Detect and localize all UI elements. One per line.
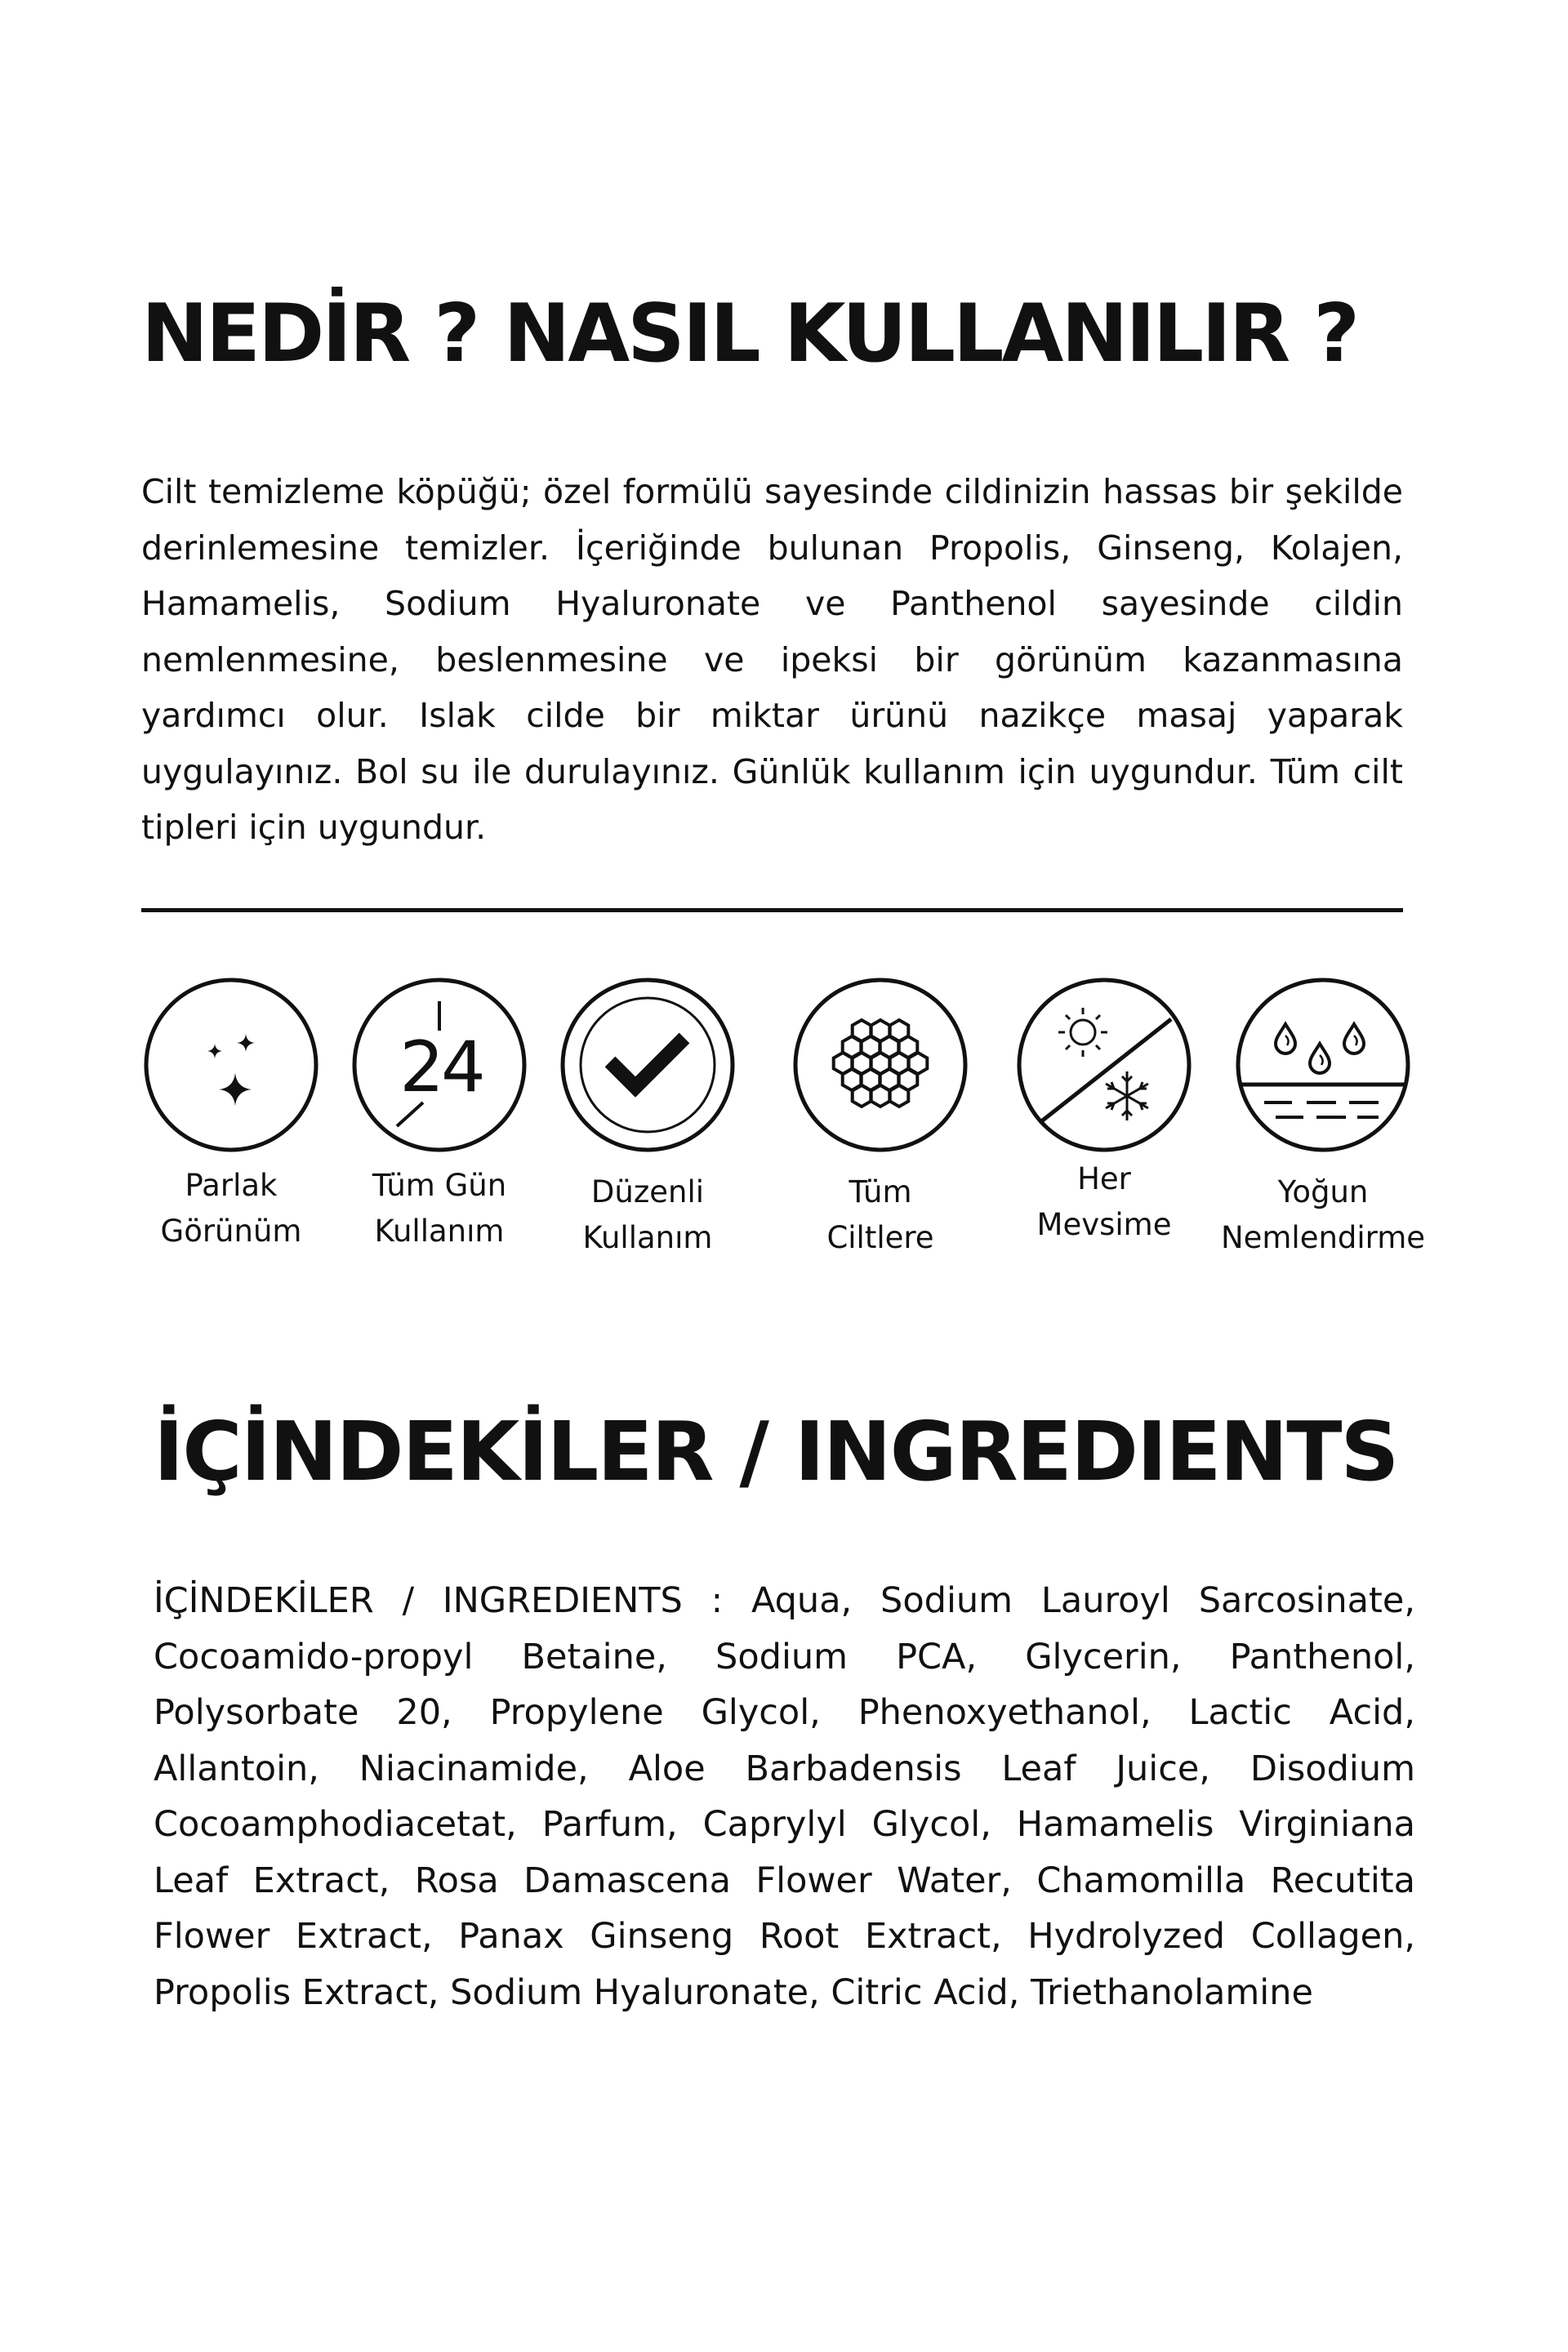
feature-all-day-use (341, 977, 537, 1249)
honeycomb-icon (792, 977, 969, 1153)
feature-bright-look (133, 977, 329, 1249)
sun-snowflake-icon (1016, 977, 1192, 1153)
water-drops-icon (1235, 977, 1411, 1153)
svg-text:24: 24 (399, 1027, 483, 1108)
checkmark-icon (559, 977, 736, 1153)
feature-every-season (1006, 977, 1202, 1242)
feature-label: Yoğun Nemlendirme (1220, 1174, 1426, 1255)
section-divider (141, 908, 1403, 912)
feature-label: Düzenli Kullanım (582, 1174, 713, 1255)
sparkle-icon (143, 977, 319, 1153)
product-description: Cilt temizleme köpüğü; özel formülü sayesinde cildinizin hassas bir şekilde derinlemesine temizler. İçeriğinde bulunan Propolis, Ginseng, Kolajen, Hamamelis, Sodium Hyaluronate ve Panthenol sayesinde cildin nemlenmesine, beslenmesine ve ipeksi bir görünüm kazanmasına yardımcı olur. Islak cilde bir miktar ürünü nazikçe masaj yaparak uygulayınız. Bol su ile durulayınız. Günlük kullanım için uygundur. Tüm cilt tipleri için uygundur. (141, 472, 1403, 847)
feature-label: Tüm Gün Kullanım (372, 1168, 507, 1249)
feature-label: Tüm Ciltlere (826, 1174, 934, 1255)
feature-intense-moisturizing (1220, 977, 1426, 1255)
feature-all-skin-types (782, 977, 978, 1255)
ingredients-list: İÇİNDEKİLER / INGREDIENTS : Aqua, Sodium Lauroyl Sarcosinate, Cocoamido-propyl Betaine, Sodium PCA, Glycerin, Panthenol, Polysorbate 20, Propylene Glycol, Phenoxyethanol, Lactic Acid, Allantoin, Niacinamide, Aloe Barbadensis Leaf Juice, Disodium Cocoamphodiacetat, Parfum, Caprylyl Glycol, Hamamelis Virginiana Leaf Extract, Rosa Damascena Flower Water, Chamomilla Recutita Flower Extract, Panax Ginseng Root Extract, Hydrolyzed Collagen, Propolis Extract, Sodium Hyaluronate, Citric Acid, Triethanolamine (154, 1580, 1415, 2013)
feature-regular-use (550, 977, 746, 1255)
24-hour-icon (351, 977, 528, 1153)
feature-label: Her Mevsime (1036, 1161, 1172, 1242)
page-title: NEDİR ? NASIL KULLANILIR ? (141, 287, 1358, 381)
feature-label: Parlak Görünüm (160, 1168, 302, 1249)
ingredients-title: İÇİNDEKİLER / INGREDIENTS (154, 1404, 1398, 1499)
